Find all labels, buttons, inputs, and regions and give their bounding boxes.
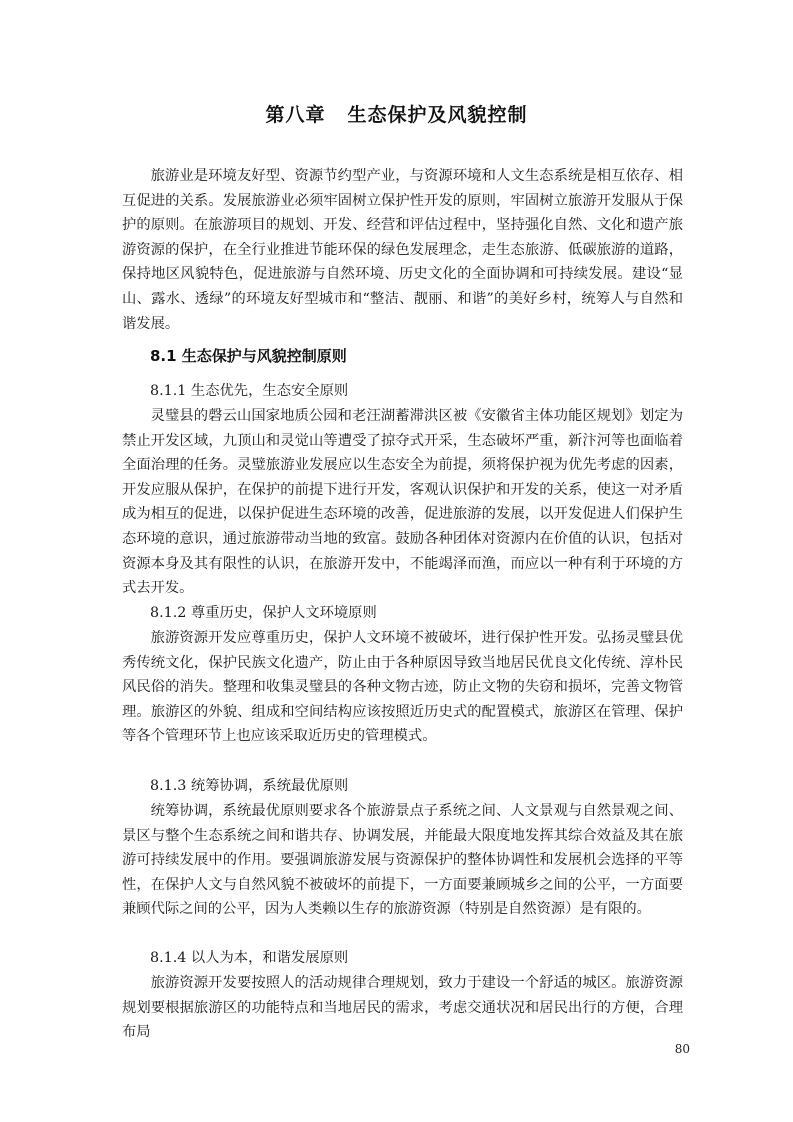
subsection-paragraph-8-1-1: 灵璧县的磬云山国家地质公园和老汪湖蓄滞洪区被《安徽省主体功能区规划》划定为禁止开发区域，九顶山和灵觉山等遭受了掠夺式开采，生态破坏严重，新汴河等也面临着全面治理的任务。灵璧旅游业发展应以生态安全为前提，须将保护视为优先考虑的因素，开发应服从保护，在保护的前提下进行开发，客观认识保护和开发的关系，使这一对矛盾成为相互的促进，以保护促进生态环境的改善，促进旅游的发展，以开发促进人们保护生态环境的意识，通过旅游带动当地的致富。鼓励各种团体对资源内在价值的认识，包括对资源本身及其有限性的认识，在旅游开发中，不能竭泽而渔，而应以一种有利于环境的方式去开发。: [122, 408, 683, 597]
subsection-heading-8-1-4: 8.1.4 以人为本，和谐发展原则: [150, 950, 349, 966]
subsection-paragraph-8-1-2: 旅游资源开发应尊重历史，保护人文环境不被破坏，进行保护性开发。弘扬灵璧县优秀传统文化，保护民族文化遗产，防止由于各种原因导致当地居民优良文化传统、淳朴民风民俗的消失。整理和收集灵璧县的各种文物古迹，防止文物的失窃和损坏，完善文物管理。旅游区的外貌、组成和空间结构应该按照近历史式的配置模式，旅游区在管理、保护等各个管理环节上也应该采取近历史的管理模式。: [122, 630, 683, 745]
chapter-title: [0, 100, 793, 127]
section-heading: 8.1 生态保护与风貌控制原则: [150, 347, 347, 365]
intro-paragraph: 旅游业是环境友好型、资源节约型产业，与资源环境和人文生态系统是相互依存、相互促进的关系。发展旅游业必须牢固树立保护性开发的原则，牢固树立旅游开发服从于保护的原则。在旅游项目的规划、开发、经营和评估过程中，坚持强化自然、文化和遗产旅游资源的保护，在全行业推进节能环保的绿色发展理念，走生态旅游、低碳旅游的道路，保持地区风貌特色，促进旅游与自然环境、历史文化的全面协调和可持续发展。建设“显山、露水、透绿”的环境友好型城市和“整洁、靓丽、和谐”的美好乡村，统筹人与自然和谐发展。: [122, 168, 683, 332]
page-number: 80: [674, 1042, 690, 1056]
subsection-heading-8-1-1: 8.1.1 生态优先，生态安全原则: [150, 383, 349, 399]
subsection-paragraph-8-1-3: 统筹协调，系统最优原则要求各个旅游景点子系统之间、人文景观与自然景观之间、景区与整个生态系统之间和谐共存、协调发展，并能最大限度地发挥其综合效益及其在旅游可持续发展中的作用。要强调旅游发展与资源保护的整体协调性和发展机会选择的平等性，在保护人文与自然风貌不被破坏的前提下，一方面要兼顾城乡之间的公平，一方面要兼顾代际之间的公平，因为人类赖以生存的旅游资源（特别是自然资源）是有限的。: [122, 803, 683, 918]
subsection-paragraph-8-1-4: 旅游资源开发要按照人的活动规律合理规划，致力于建设一个舒适的城区。旅游资源规划要根据旅游区的功能特点和当地居民的需求，考虑交通状况和居民出行的方便，合理布局: [122, 975, 683, 1041]
chapter-number: 第八章: [265, 104, 326, 126]
subsection-heading-8-1-2: 8.1.2 尊重历史，保护人文环境原则: [150, 605, 377, 621]
subsection-heading-8-1-3: 8.1.3 统筹协调，系统最优原则: [150, 778, 349, 794]
chapter-name: 生态保护及风貌控制: [347, 104, 528, 126]
